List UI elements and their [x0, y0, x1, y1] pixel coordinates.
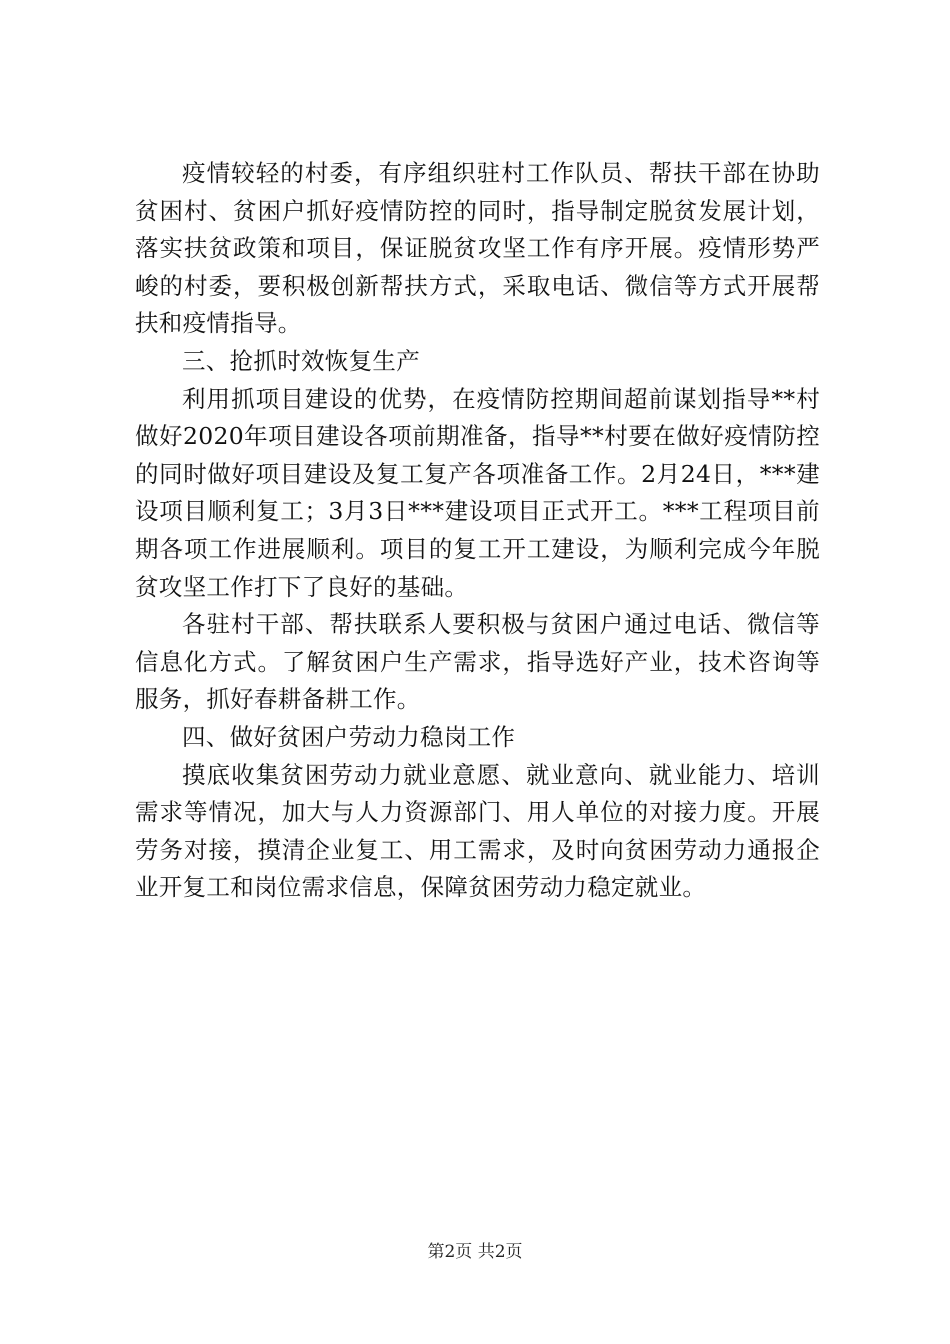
section-heading-4: 四、做好贫困户劳动力稳岗工作: [182, 722, 516, 751]
section-heading-3: 三、抢抓时效恢复生产: [182, 346, 420, 375]
paragraph-project-construction: 利用抓项目建设的优势，在疫情防控期间超前谋划指导**村做好2020年项目建设各项前期准备，指导**村要在做好疫情防控的同时做好项目建设及复工复产各项准备工作。2月24日，***建设项目顺利复工；3月3日***建设项目正式开工。***工程项目前期各项工作进展顺利。项目的复工开工建设，为顺利完成今年脱贫攻坚工作打下了良好的基础。: [135, 384, 820, 601]
paragraph-spring-farming: 各驻村干部、帮扶联系人要积极与贫困户通过电话、微信等信息化方式。了解贫困户生产需求，指导选好产业，技术咨询等服务，抓好春耕备耕工作。: [135, 610, 820, 714]
document-content: [135, 155, 820, 907]
paragraph-employment: 摸底收集贫困劳动力就业意愿、就业意向、就业能力、培训需求等情况，加大与人力资源部门、用人单位的对接力度。开展劳务对接，摸清企业复工、用工需求，及时向贫困劳动力通报企业开复工和岗位需求信息，保障贫困劳动力稳定就业。: [135, 760, 820, 902]
paragraph-village-assistance: 疫情较轻的村委，有序组织驻村工作队员、帮扶干部在协助贫困村、贫困户抓好疫情防控的同时，指导制定脱贫发展计划，落实扶贫政策和项目，保证脱贫攻坚工作有序开展。疫情形势严峻的村委，要积极创新帮扶方式，采取电话、微信等方式开展帮扶和疫情指导。: [135, 159, 820, 338]
page-number-footer: 第2页 共2页: [427, 1242, 523, 1262]
